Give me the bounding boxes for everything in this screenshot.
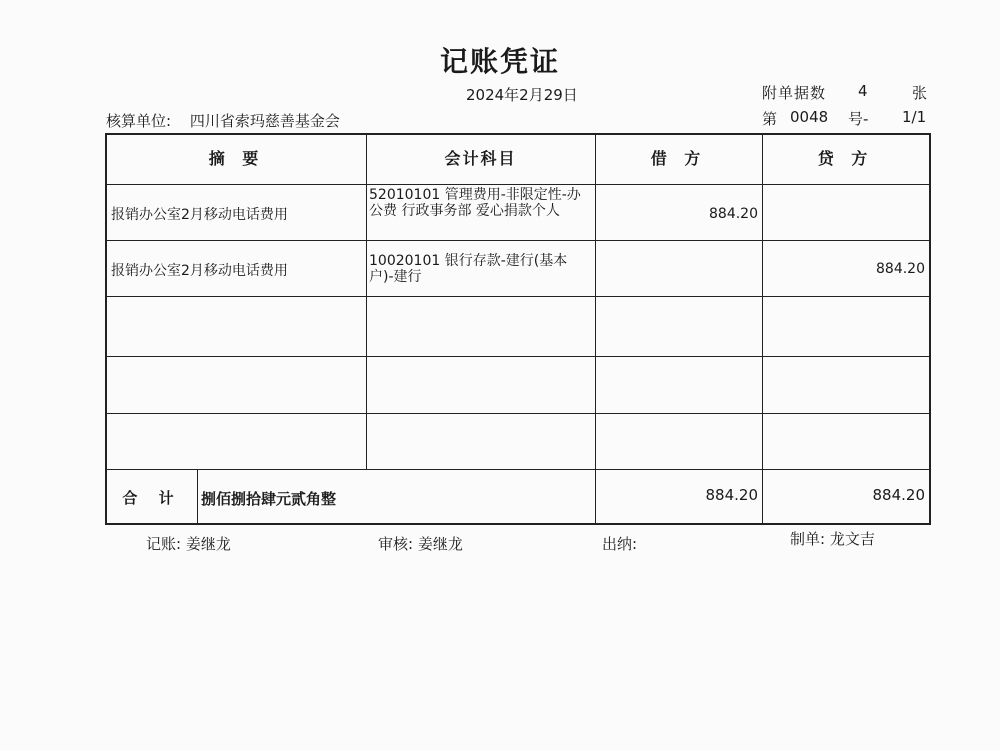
total-amount-words: 捌佰捌拾肆元贰角整: [201, 490, 337, 508]
attachments-count: [762, 82, 928, 103]
voucher-title: 记账凭证: [439, 45, 560, 78]
total-credit: 884.20: [872, 486, 925, 504]
preparer-name: 龙文吉: [829, 530, 875, 548]
voucher-date: 2024年2月29日: [466, 86, 578, 104]
divider: [107, 469, 929, 470]
reviewer-label: 审核:: [378, 535, 414, 553]
divider: [107, 240, 929, 241]
divider: [595, 135, 596, 525]
divider: [107, 356, 929, 357]
total-label: 合 计: [122, 489, 182, 507]
bookkeeper-label: 记账:: [146, 535, 182, 553]
cashier-label: 出纳:: [602, 535, 638, 553]
row-1-summary: 报销办公室2月移动电话费用: [111, 207, 288, 223]
voucher-prefix: 第: [762, 110, 778, 128]
voucher-page-count: 1/1: [902, 108, 927, 126]
preparer-signature: [790, 528, 875, 549]
voucher-no: 0048: [790, 108, 829, 126]
attachments-label: 附单据数: [762, 84, 827, 102]
row-1-debit: 884.20: [709, 206, 758, 222]
total-debit: 884.20: [705, 486, 758, 504]
reviewer-name: 姜继龙: [417, 535, 463, 553]
header-account: 会计科目: [444, 149, 517, 168]
voucher-table: [105, 133, 931, 525]
divider: [762, 135, 763, 525]
reviewer-signature: [378, 533, 463, 554]
cashier-signature: [602, 533, 637, 554]
header-credit: 贷 方: [817, 149, 874, 168]
attachments-unit: 张: [912, 84, 928, 102]
row-2-summary: 报销办公室2月移动电话费用: [111, 263, 288, 279]
divider: [107, 184, 929, 185]
row-2-credit: 884.20: [876, 261, 925, 277]
divider: [107, 296, 929, 297]
accounting-unit-label: 核算单位:: [106, 112, 172, 130]
voucher-suffix: 号-: [848, 110, 869, 128]
divider: [366, 135, 367, 469]
divider: [197, 469, 198, 525]
divider: [107, 413, 929, 414]
header-summary: 摘 要: [208, 149, 265, 168]
row-1-account: 52010101 管理费用-非限定性-办公费 行政事务部 爱心捐款个人: [369, 187, 581, 219]
header-debit: 借 方: [650, 149, 707, 168]
bookkeeper-name: 姜继龙: [185, 535, 231, 553]
preparer-label: 制单:: [790, 530, 826, 548]
bookkeeper-signature: [146, 533, 231, 554]
row-2-account: 10020101 银行存款-建行(基本户)-建行: [369, 253, 568, 285]
accounting-unit-value: 四川省索玛慈善基金会: [189, 112, 340, 130]
accounting-unit: [106, 110, 340, 131]
attachments-number: 4: [858, 82, 868, 100]
